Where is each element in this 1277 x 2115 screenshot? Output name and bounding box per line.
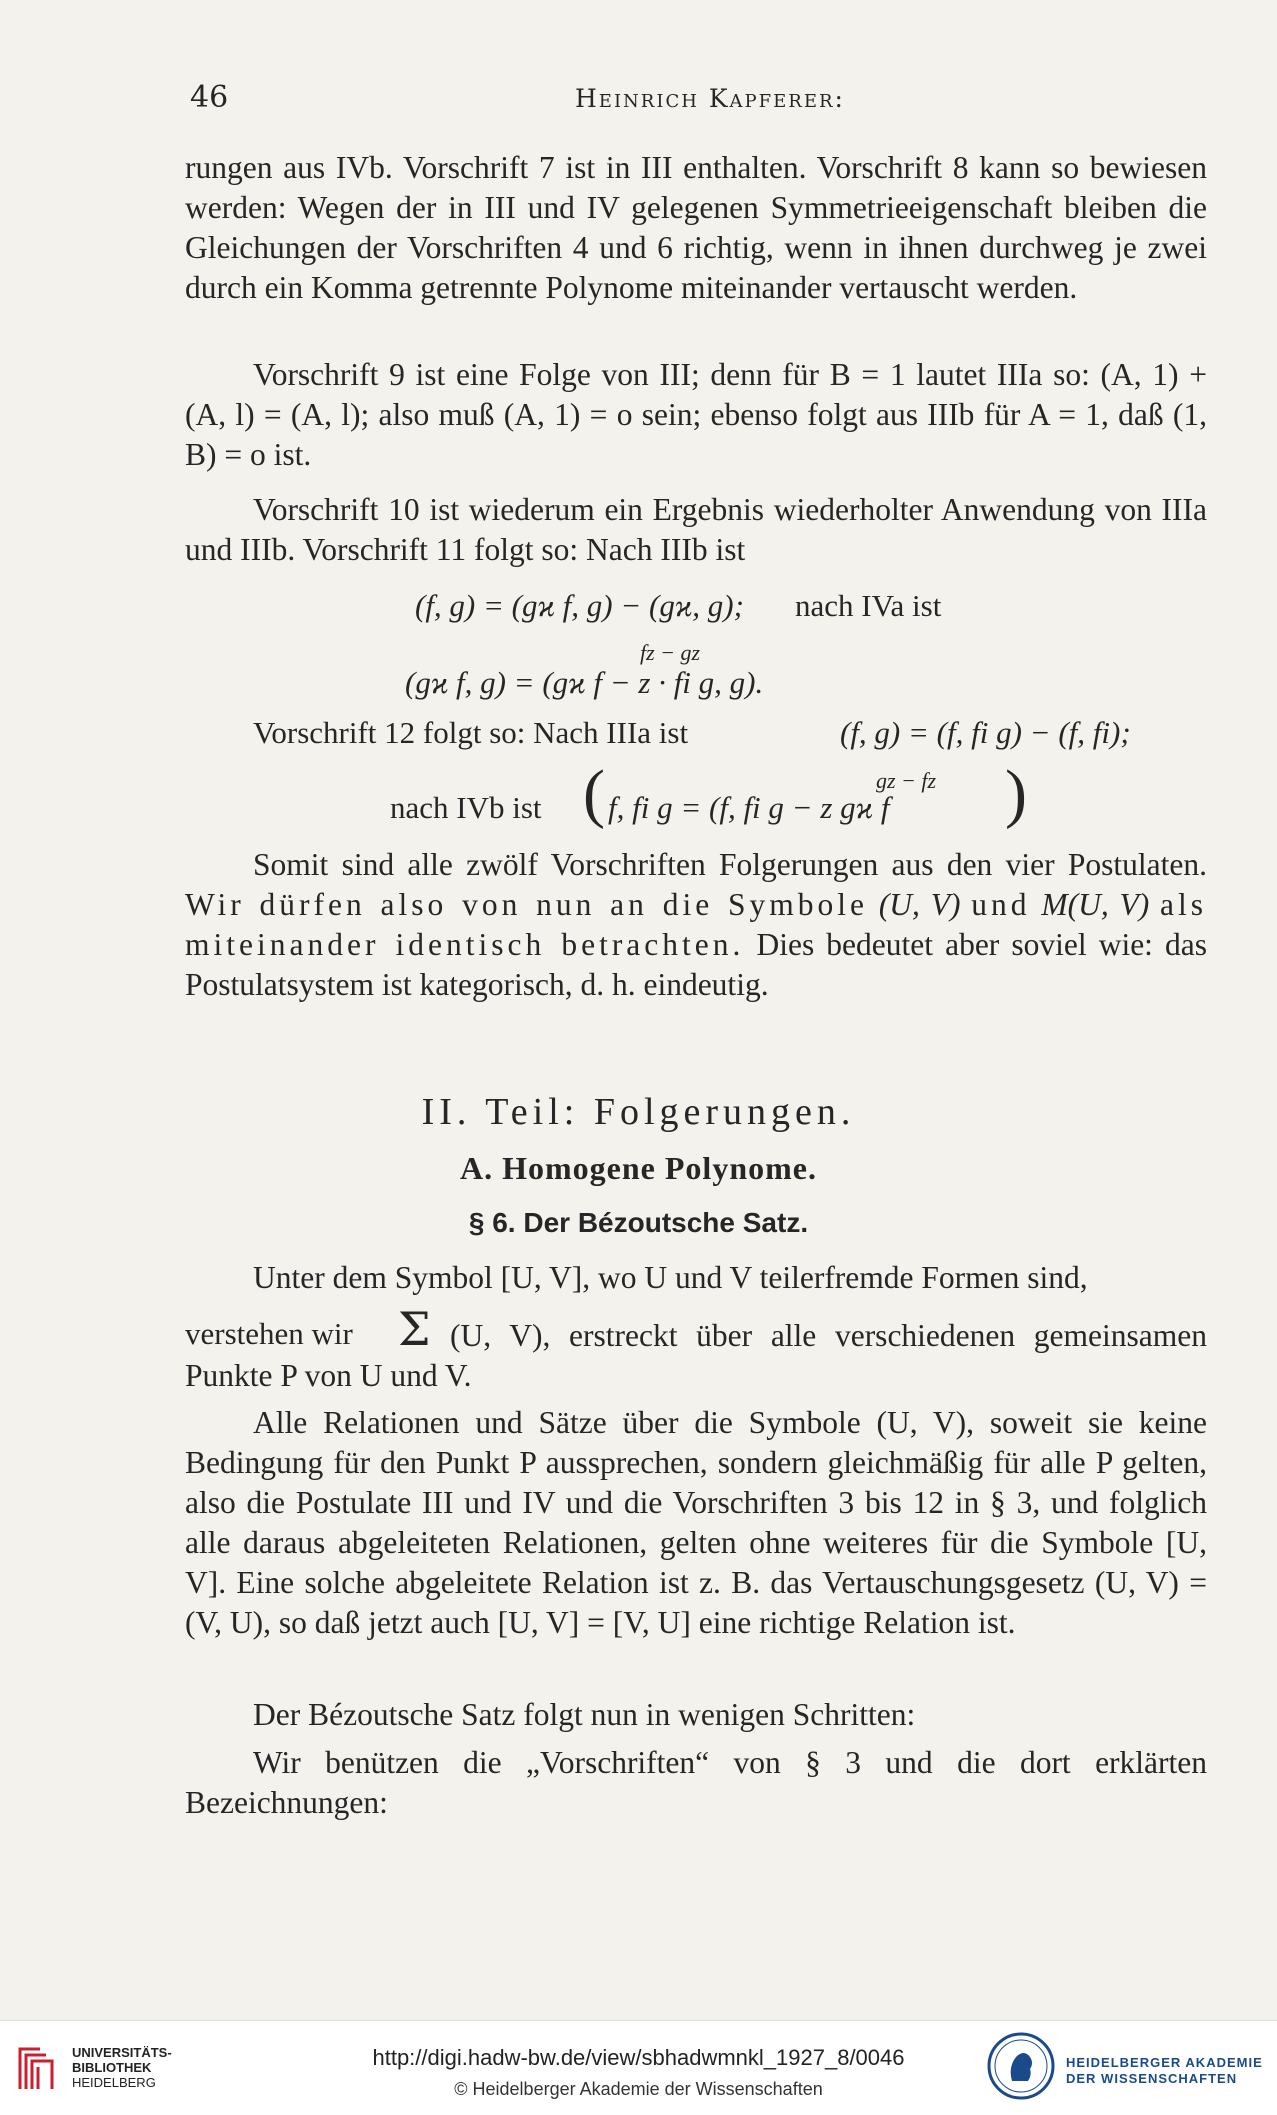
hadw-line-1: HEIDELBERGER AKADEMIE — [1066, 2055, 1263, 2070]
paragraph-1: rungen aus IVb. Vorschrift 7 ist in III enthalten. Vorschrift 8 kann so bewiesen werden: Wegen der in III und IV gelegenen Symmetrieeigenschaft bleiben die Gleichungen der Vorschriften 4 und 6 richtig, wenn in ihnen durchweg je zwei durch ein Komma getrennte Polynome miteinander vertauscht werden. — [185, 150, 1207, 305]
permalink-url[interactable]: http://digi.hadw-bw.de/view/sbhadwmnkl_1927_8/0046 — [372, 2045, 905, 2070]
paragraph-5-symbol-1: (U, V) — [878, 887, 961, 922]
equation-3: (f, g) = (f, fi g) − (f, fi); — [840, 715, 1131, 750]
equation-4: f, fi g = (f, fi g − z gϰ f — [608, 790, 890, 825]
ub-line-1: UNIVERSITÄTS- — [72, 2045, 172, 2060]
paragraph-6: Unter dem Symbol [U, V], wo U und V teilerfremde Formen sind, — [253, 1260, 1088, 1295]
paragraph-9: Wir benützen die „Vorschriften“ von § 3 und die dort erklärten Bezeichnungen: — [185, 1745, 1207, 1820]
equation-4-superscript: gz − fz — [876, 768, 937, 793]
hadw-line-2: DER WISSENSCHAFTEN — [1066, 2071, 1238, 2086]
running-head: Heinrich Kapferer: — [575, 84, 845, 113]
equation-2: (gϰ f, g) = (gϰ f − z · fi g, g). — [405, 665, 764, 700]
page-number: 46 — [190, 80, 229, 115]
equation-4-lead: nach IVb ist — [390, 790, 542, 825]
footer-bar — [0, 2020, 1277, 2115]
paragraph-5-symbol-2: M(U, V) — [1041, 887, 1150, 922]
paragraph-2: Vorschrift 9 ist eine Folge von III; denn für B = 1 lautet IIIa so: (A, 1) + (A, l) = (A, l); also muß (A, 1) = o sein; ebenso folgt aus IIIb für A = 1, daß (1, B) = o ist. — [185, 357, 1207, 472]
paragraph-8: Der Bézoutsche Satz folgt nun in wenigen Schritten: — [253, 1697, 916, 1732]
sum-symbol: Σ — [398, 1302, 431, 1356]
paragraph-7: Alle Relationen und Sätze über die Symbole (U, V), soweit sie keine Bedingung für den Punkt P aussprechen, sondern gleichmäßig für alle P gelten, also die Postulate III und IV und die Vorschriften 3 bis 12 in § 3, und folglich alle daraus abgeleiteten Relationen, gelten ohne weiteres für die Symbole [U, V]. Eine solche abgeleitete Relation ist z. B. das Vertauschungsgesetz (U, V) = (V, U), so daß jetzt auch [U, V] = [V, U] eine richtige Relation ist. — [185, 1405, 1207, 1640]
hadw-label — [1066, 2055, 1263, 2087]
ub-line-2: BIBLIOTHEK — [72, 2060, 152, 2075]
paragraph-heading: § 6. Der Bézoutsche Satz. — [468, 1207, 809, 1238]
paragraph-5-und: und — [971, 887, 1031, 922]
part-heading: II. Teil: Folgerungen. — [421, 1091, 856, 1133]
hadw-logo-icon — [986, 2031, 1056, 2105]
right-paren-icon: ) — [1005, 757, 1027, 830]
paragraph-6b: (U, V), erstreckt über alle verschiedenen gemeinsamen Punkte P von U und V. — [185, 1318, 1207, 1393]
copyright-notice: © Heidelberger Akademie der Wissenschaften — [454, 2079, 823, 2099]
equation-1-text: nach IVa ist — [795, 588, 942, 623]
equation-1: (f, g) = (gϰ f, g) − (gϰ, g); — [415, 588, 744, 623]
section-heading: A. Homogene Polynome. — [460, 1150, 817, 1186]
paragraph-4-lead: Vorschrift 12 folgt so: Nach IIIa ist — [253, 715, 689, 750]
left-paren-icon: ( — [583, 757, 605, 830]
ub-line-3: HEIDELBERG — [72, 2075, 156, 2090]
paragraph-5-spaced-1: Wir dürfen also von nun an die Symbole — [185, 887, 868, 922]
paragraph-5-spaced-2: als miteinander identisch betrachten. — [185, 887, 1208, 962]
paragraph-5-text-a: Somit sind alle zwölf Vorschriften Folgerungen aus den vier Postulaten. — [253, 847, 1207, 882]
paragraph-5-text-b: Dies bedeutet aber soviel wie: das Postulatsystem ist kategorisch, d. h. eindeutig. — [185, 927, 1208, 1002]
paragraph-6b-lead: verstehen wir — [185, 1316, 353, 1351]
paragraph-5 — [185, 845, 1207, 1005]
paragraph-3: Vorschrift 10 ist wiederum ein Ergebnis wiederholter Anwendung von IIIa und IIIb. Vorschrift 11 folgt so: Nach IIIb ist — [185, 492, 1207, 567]
equation-2-superscript: fz − gz — [640, 640, 701, 665]
